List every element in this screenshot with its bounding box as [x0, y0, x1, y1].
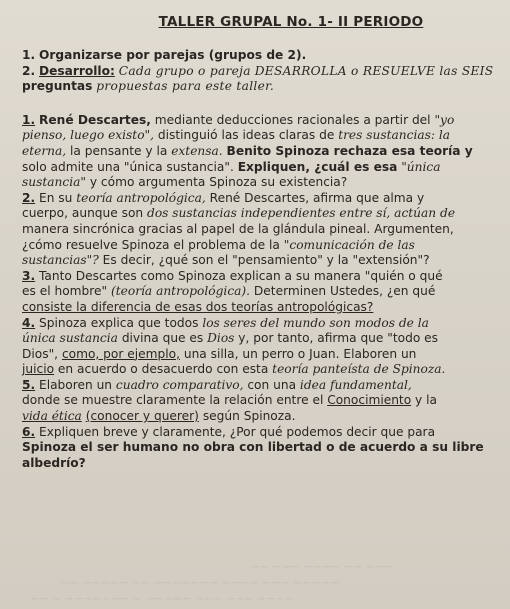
instruction-1: 1. Organizarse por parejas (grupos de 2). [22, 48, 307, 62]
bleed-through-text: ~~ ~ ~~~~~~~ ~ ~~~~~ ~~~ ~~~ ~~~~ [30, 592, 295, 605]
question-list [22, 113, 500, 472]
instructions [22, 48, 500, 95]
question-5: 5. Elaboren un cuadro comparativo, con una idea fundamental, donde se muestre claramente la relación entre el Conocimiento y la vida ética (conocer y querer) según Spinoza. [22, 377, 437, 424]
page-title: TALLER GRUPAL No. 1- II PERIODO [158, 14, 424, 30]
instruction-2-cont: preguntas propuestas para este taller. [22, 79, 275, 94]
question-3: 3. Tanto Descartes como Spinoza explican a su manera "quién o qué es el hombre" (teoría antropológica). Determinen Ustedes, ¿en qué consiste la diferencia de esas dos teorías antropológicas? [22, 268, 443, 314]
question-6: 6. Expliquen breve y claramente, ¿Por qué podemos decir que para Spinoza el ser humano no obra con libertad o de acuerdo a su libre albedrío? [22, 424, 484, 470]
question-1: 1. René Descartes, mediante deducciones racionales a partir del "yo pienso, luego existo", distinguió las ideas claras de tres sustancias: la eterna, la pensante y la extensa. Benito Spinoza rechaza esa teoría y solo admite una "única sustancia". Expliquen, ¿cuál es esa "única sustancia" y cómo argumenta Spinoza su existencia? [22, 112, 473, 190]
bleed-through-text: ~~ ~~~ ~~~~ ~~ ~~~ [250, 560, 394, 573]
question-2: 2. En su teoría antropológica, René Descartes, afirma que alma y cuerpo, aunque son dos sustancias independientes entre sí, actúan de manera sincrónica gracias al papel de la glándula pineal. Argumenten, ¿cómo resuelve Spinoza el problema de la "comunicación de las sustancias"? Es decir, ¿qué son el "pensamiento" y la "extensión"? [22, 190, 456, 268]
question-4: 4. Spinoza explica que todos los seres del mundo son modos de la única sustancia divina que es Dios y, por tanto, afirma que "todo es Dios", como, por ejemplo, una silla, un perro o Juan. Elaboren un juicio en acuerdo o desacuerdo con esta teoría panteísta de Spinoza. [22, 315, 446, 377]
bleed-through-text: ~~ ~~~~~ ~~ ~~~~~~~ ~~~~ ~~~ ~~~~~ [60, 576, 340, 589]
instruction-2: 2. Desarrollo: Cada grupo o pareja DESARROLLA o RESUELVE las SEIS [22, 63, 494, 78]
